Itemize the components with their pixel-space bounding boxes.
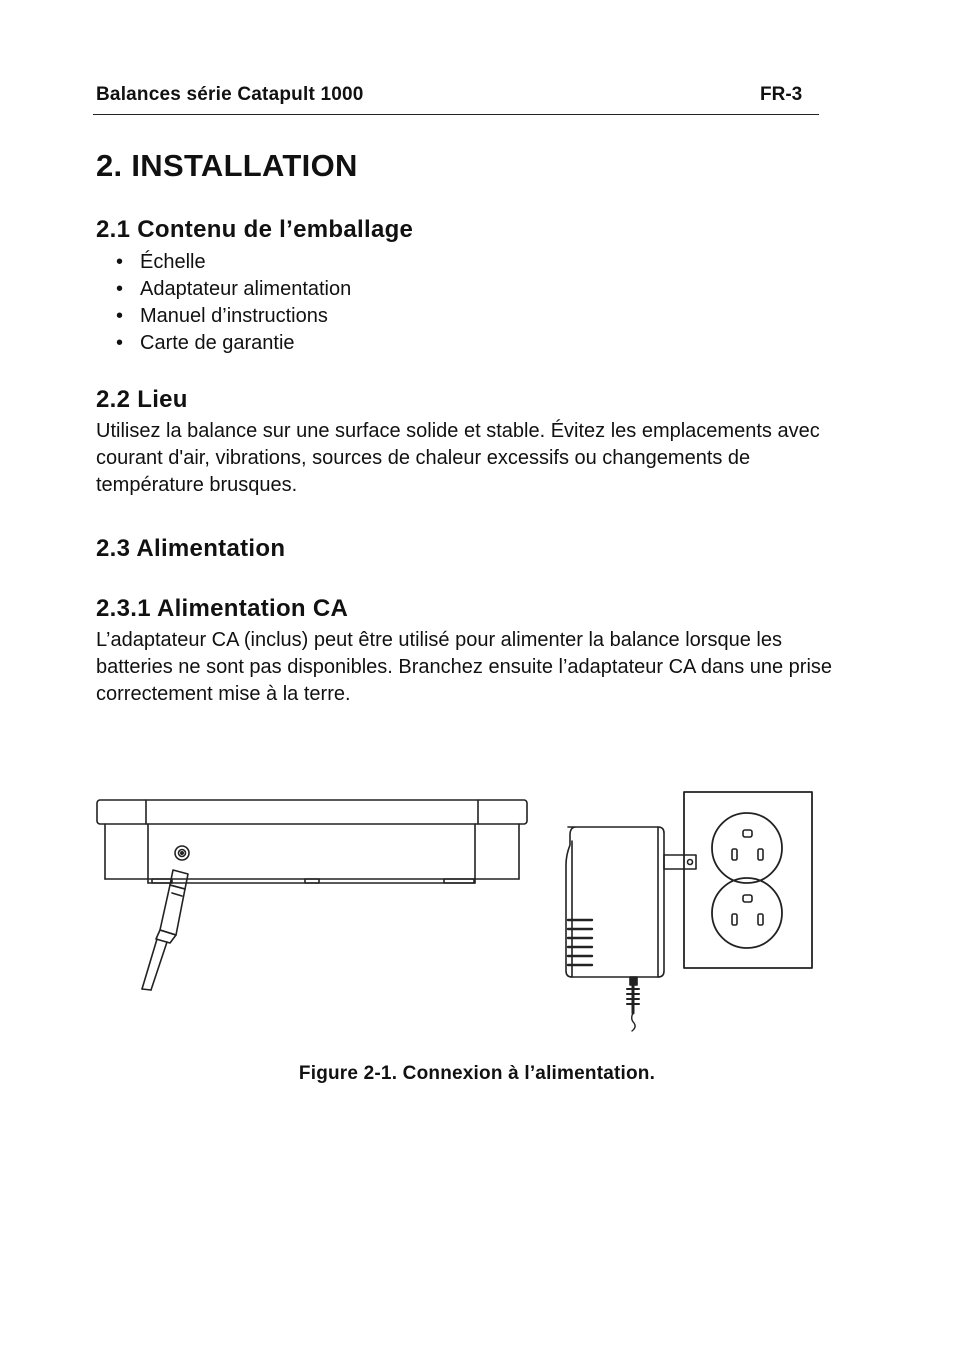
list-item: • Manuel d’instructions bbox=[116, 303, 351, 330]
location-paragraph: Utilisez la balance sur une surface solide et stable. Évitez les emplacements avec courant d'air, vibrations, sources de chaleur excessifs ou changements de température brusques. bbox=[96, 420, 820, 496]
scale-side-view-icon bbox=[97, 800, 527, 883]
location-heading: 2.2 Lieu bbox=[96, 386, 188, 413]
power-heading: 2.3 Alimentation bbox=[96, 535, 286, 562]
contents-heading: 2.1 Contenu de l’emballage bbox=[96, 216, 414, 243]
power-plug-icon bbox=[142, 870, 188, 990]
power-subheading: 2.3.1 Alimentation CA bbox=[96, 595, 349, 622]
figure-caption: Figure 2-1. Connexion à l’alimentation. bbox=[298, 1063, 656, 1084]
header-divider bbox=[93, 114, 819, 115]
ac-adapter-icon bbox=[566, 827, 696, 1031]
page-number: FR-3 bbox=[760, 84, 803, 105]
power-connection-figure bbox=[90, 785, 825, 1035]
list-item: • Carte de garantie bbox=[116, 330, 351, 357]
list-item: • Adaptateur alimentation bbox=[116, 276, 351, 303]
contents-list bbox=[116, 249, 351, 357]
wall-outlet-icon bbox=[684, 792, 812, 968]
list-item: • Échelle bbox=[116, 249, 351, 276]
section-title: 2. INSTALLATION bbox=[96, 148, 358, 183]
running-header-title: Balances série Catapult 1000 bbox=[96, 84, 364, 105]
power-paragraph: L’adaptateur CA (inclus) peut être utilisé pour alimenter la balance lorsque les batteries ne sont pas disponibles. Branchez ensuite l’adaptateur CA dans une prise correctement mise à la terre. bbox=[96, 629, 833, 705]
